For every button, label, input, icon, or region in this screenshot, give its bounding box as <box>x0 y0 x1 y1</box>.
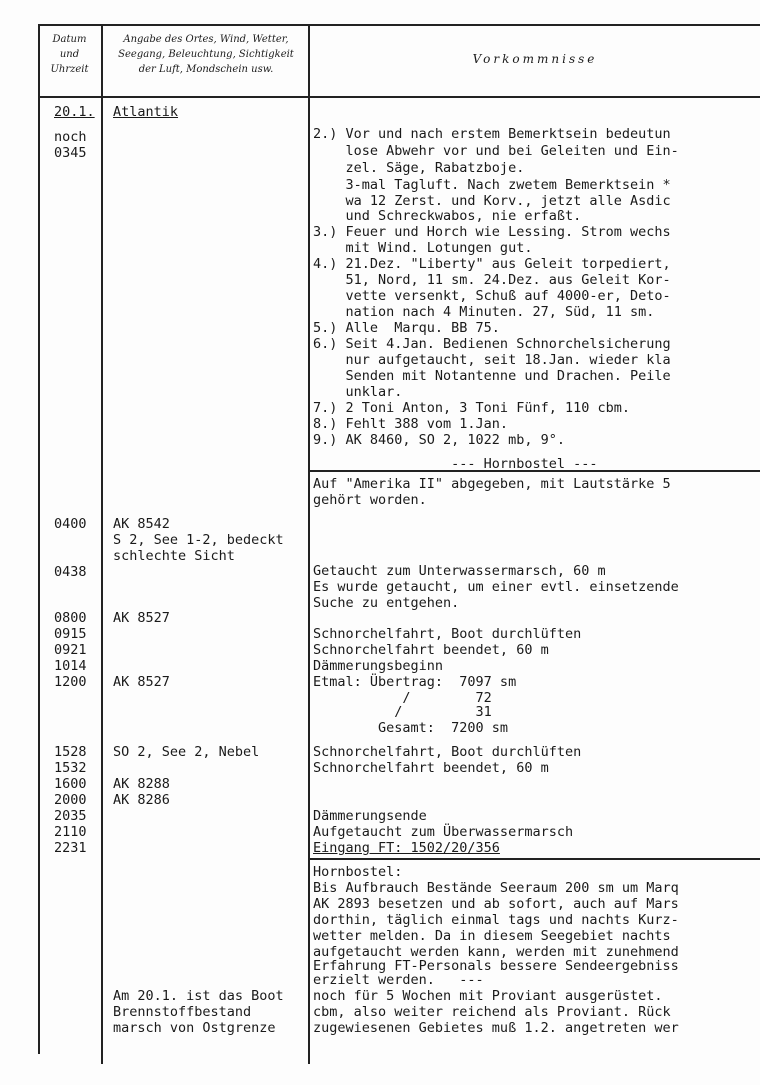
entry-text: AK 2893 besetzen und ab sofort, auch auf Mars <box>313 896 679 912</box>
entry-text: Bis Aufbrauch Bestände Seeraum 200 sm um Marq <box>313 880 679 896</box>
entry-time: 2000 <box>54 792 87 808</box>
entry-text: Suche zu entgehen. <box>313 595 460 611</box>
entry-text: wetter melden. Da in diesem Seegebiet nachts <box>313 928 671 944</box>
entry-location: marsch von Ostgrenze <box>113 1020 276 1036</box>
column-divider-1 <box>101 24 103 1064</box>
entry-text: Es wurde getaucht, um einer evtl. einsetzende <box>313 579 679 595</box>
header-location-line-1: Angabe des Ortes, Wind, Wetter, <box>123 34 289 45</box>
entry-text: vette versenkt, Schuß auf 4000-er, Deto- <box>313 288 671 304</box>
entry-text: 3-mal Tagluft. Nach zwetem Bemerktsein * <box>313 177 671 193</box>
entry-text: gehört worden. <box>313 492 427 508</box>
entry-time: 1200 <box>54 674 87 690</box>
column-divider-2 <box>308 24 310 1064</box>
entry-location: AK 8542 <box>113 516 170 532</box>
entry-text: 8.) Fehlt 388 vom 1.Jan. <box>313 416 509 432</box>
entry-text: Etmal: Übertrag: 7097 sm <box>313 674 517 690</box>
entry-text: Schnorchelfahrt beendet, 60 m <box>313 760 549 776</box>
entry-text: dorthin, täglich einmal tags und nachts Kurz- <box>313 912 679 928</box>
entry-text: Hornbostel: <box>313 864 403 880</box>
entry-location: SO 2, See 2, Nebel <box>113 744 260 760</box>
entry-time: 20.1. <box>54 104 95 120</box>
entry-time: 1528 <box>54 744 87 760</box>
entry-text: 7.) 2 Toni Anton, 3 Toni Fünf, 110 cbm. <box>313 400 630 416</box>
entry-time: 0400 <box>54 516 87 532</box>
entry-text: lose Abwehr vor und bei Geleiten und Ein- <box>313 143 679 159</box>
entry-text: 9.) AK 8460, SO 2, 1022 mb, 9°. <box>313 432 565 448</box>
header-location-line-2: Seegang, Beleuchtung, Sichtigkeit <box>118 49 294 60</box>
entry-text: Getaucht zum Unterwassermarsch, 60 m <box>313 563 606 579</box>
table-border-left <box>38 24 40 1054</box>
entry-text: Erfahrung FT-Personals bessere Sendeergebniss <box>313 958 679 974</box>
entry-text: --- Hornbostel --- <box>313 456 598 472</box>
header-date-line-3: Uhrzeit <box>50 64 89 75</box>
entry-text: Aufgetaucht zum Überwassermarsch <box>313 824 574 840</box>
entry-time: noch <box>54 129 87 145</box>
entry-separator <box>310 858 760 860</box>
entry-text: 6.) Seit 4.Jan. Bedienen Schnorchelsicherung <box>313 336 671 352</box>
entry-text: nur aufgetaucht, seit 18.Jan. wieder kla <box>313 352 671 368</box>
entry-time: 2110 <box>54 824 87 840</box>
entry-text: Gesamt: 7200 sm <box>313 720 509 736</box>
header-events: Vorkommnisse <box>472 52 598 66</box>
entry-text: 3.) Feuer und Horch wie Lessing. Strom wechs <box>313 224 671 240</box>
entry-time: 0800 <box>54 610 87 626</box>
header-location-line-3: der Luft, Mondschein usw. <box>138 64 274 75</box>
entry-time: 0921 <box>54 642 87 658</box>
header-date-line-1: Datum <box>52 34 87 45</box>
entry-text: zugewiesenen Gebietes muß 1.2. angetreten wer <box>313 1020 679 1036</box>
entry-text: 4.) 21.Dez. "Liberty" aus Geleit torpediert, <box>313 256 671 272</box>
entry-location: schlechte Sicht <box>113 548 235 564</box>
entry-text: nation nach 4 Minuten. 27, Süd, 11 sm. <box>313 304 655 320</box>
entry-text: wa 12 Zerst. und Korv., jetzt alle Asdic <box>313 193 671 209</box>
entry-time: 1600 <box>54 776 87 792</box>
entry-time: 0345 <box>54 145 87 161</box>
entry-text: 5.) Alle Marqu. BB 75. <box>313 320 500 336</box>
entry-location: AK 8527 <box>113 674 170 690</box>
entry-location: Atlantik <box>113 104 179 120</box>
entry-location: Brennstoffbestand <box>113 1004 252 1020</box>
entry-text: Senden mit Notantenne und Drachen. Peile <box>313 368 671 384</box>
header-date-time <box>38 32 101 77</box>
entry-location: AK 8286 <box>113 792 170 808</box>
entry-time: 1532 <box>54 760 87 776</box>
entry-time: 2231 <box>54 840 87 856</box>
entry-text: mit Wind. Lotungen gut. <box>313 240 533 256</box>
header-divider <box>38 96 760 98</box>
entry-text: und Schreckwabos, nie erfaßt. <box>313 208 582 224</box>
entry-location: AK 8288 <box>113 776 170 792</box>
entry-text: erzielt werden. --- <box>313 972 484 988</box>
entry-text: unklar. <box>313 384 403 400</box>
entry-time: 0438 <box>54 564 87 580</box>
entry-text: / 31 <box>313 704 492 720</box>
entry-text: aufgetaucht werden kann, werden mit zunehmend <box>313 944 679 960</box>
entry-location: AK 8527 <box>113 610 170 626</box>
header-date-line-2: und <box>59 49 80 60</box>
entry-time: 1014 <box>54 658 87 674</box>
entry-text: 2.) Vor und nach erstem Bemerktsein bedeutun <box>313 126 671 142</box>
entry-text: / 72 <box>313 690 492 706</box>
entry-location: S 2, See 1-2, bedeckt <box>113 532 284 548</box>
entry-location: Am 20.1. ist das Boot <box>113 988 284 1004</box>
entry-text: zel. Säge, Rabatzboje. <box>313 160 525 176</box>
entry-time: 0915 <box>54 626 87 642</box>
entry-text: noch für 5 Wochen mit Proviant ausgerüstet. <box>313 988 663 1004</box>
header-location-weather <box>104 32 308 77</box>
entry-time: 2035 <box>54 808 87 824</box>
entry-text: Dämmerungsende <box>313 808 427 824</box>
entry-text: cbm, also weiter reichend als Proviant. Rück <box>313 1004 671 1020</box>
entry-text: Dämmerungsbeginn <box>313 658 444 674</box>
entry-text: Schnorchelfahrt, Boot durchlüften <box>313 744 582 760</box>
entry-text: 51, Nord, 11 sm. 24.Dez. aus Geleit Kor- <box>313 272 671 288</box>
entry-text: Schnorchelfahrt beendet, 60 m <box>313 642 549 658</box>
table-border-top <box>38 24 760 26</box>
entry-text: Auf "Amerika II" abgegeben, mit Lautstärke 5 <box>313 476 671 492</box>
entry-text: Schnorchelfahrt, Boot durchlüften <box>313 626 582 642</box>
entry-text: Eingang FT: 1502/20/356 <box>313 840 500 856</box>
